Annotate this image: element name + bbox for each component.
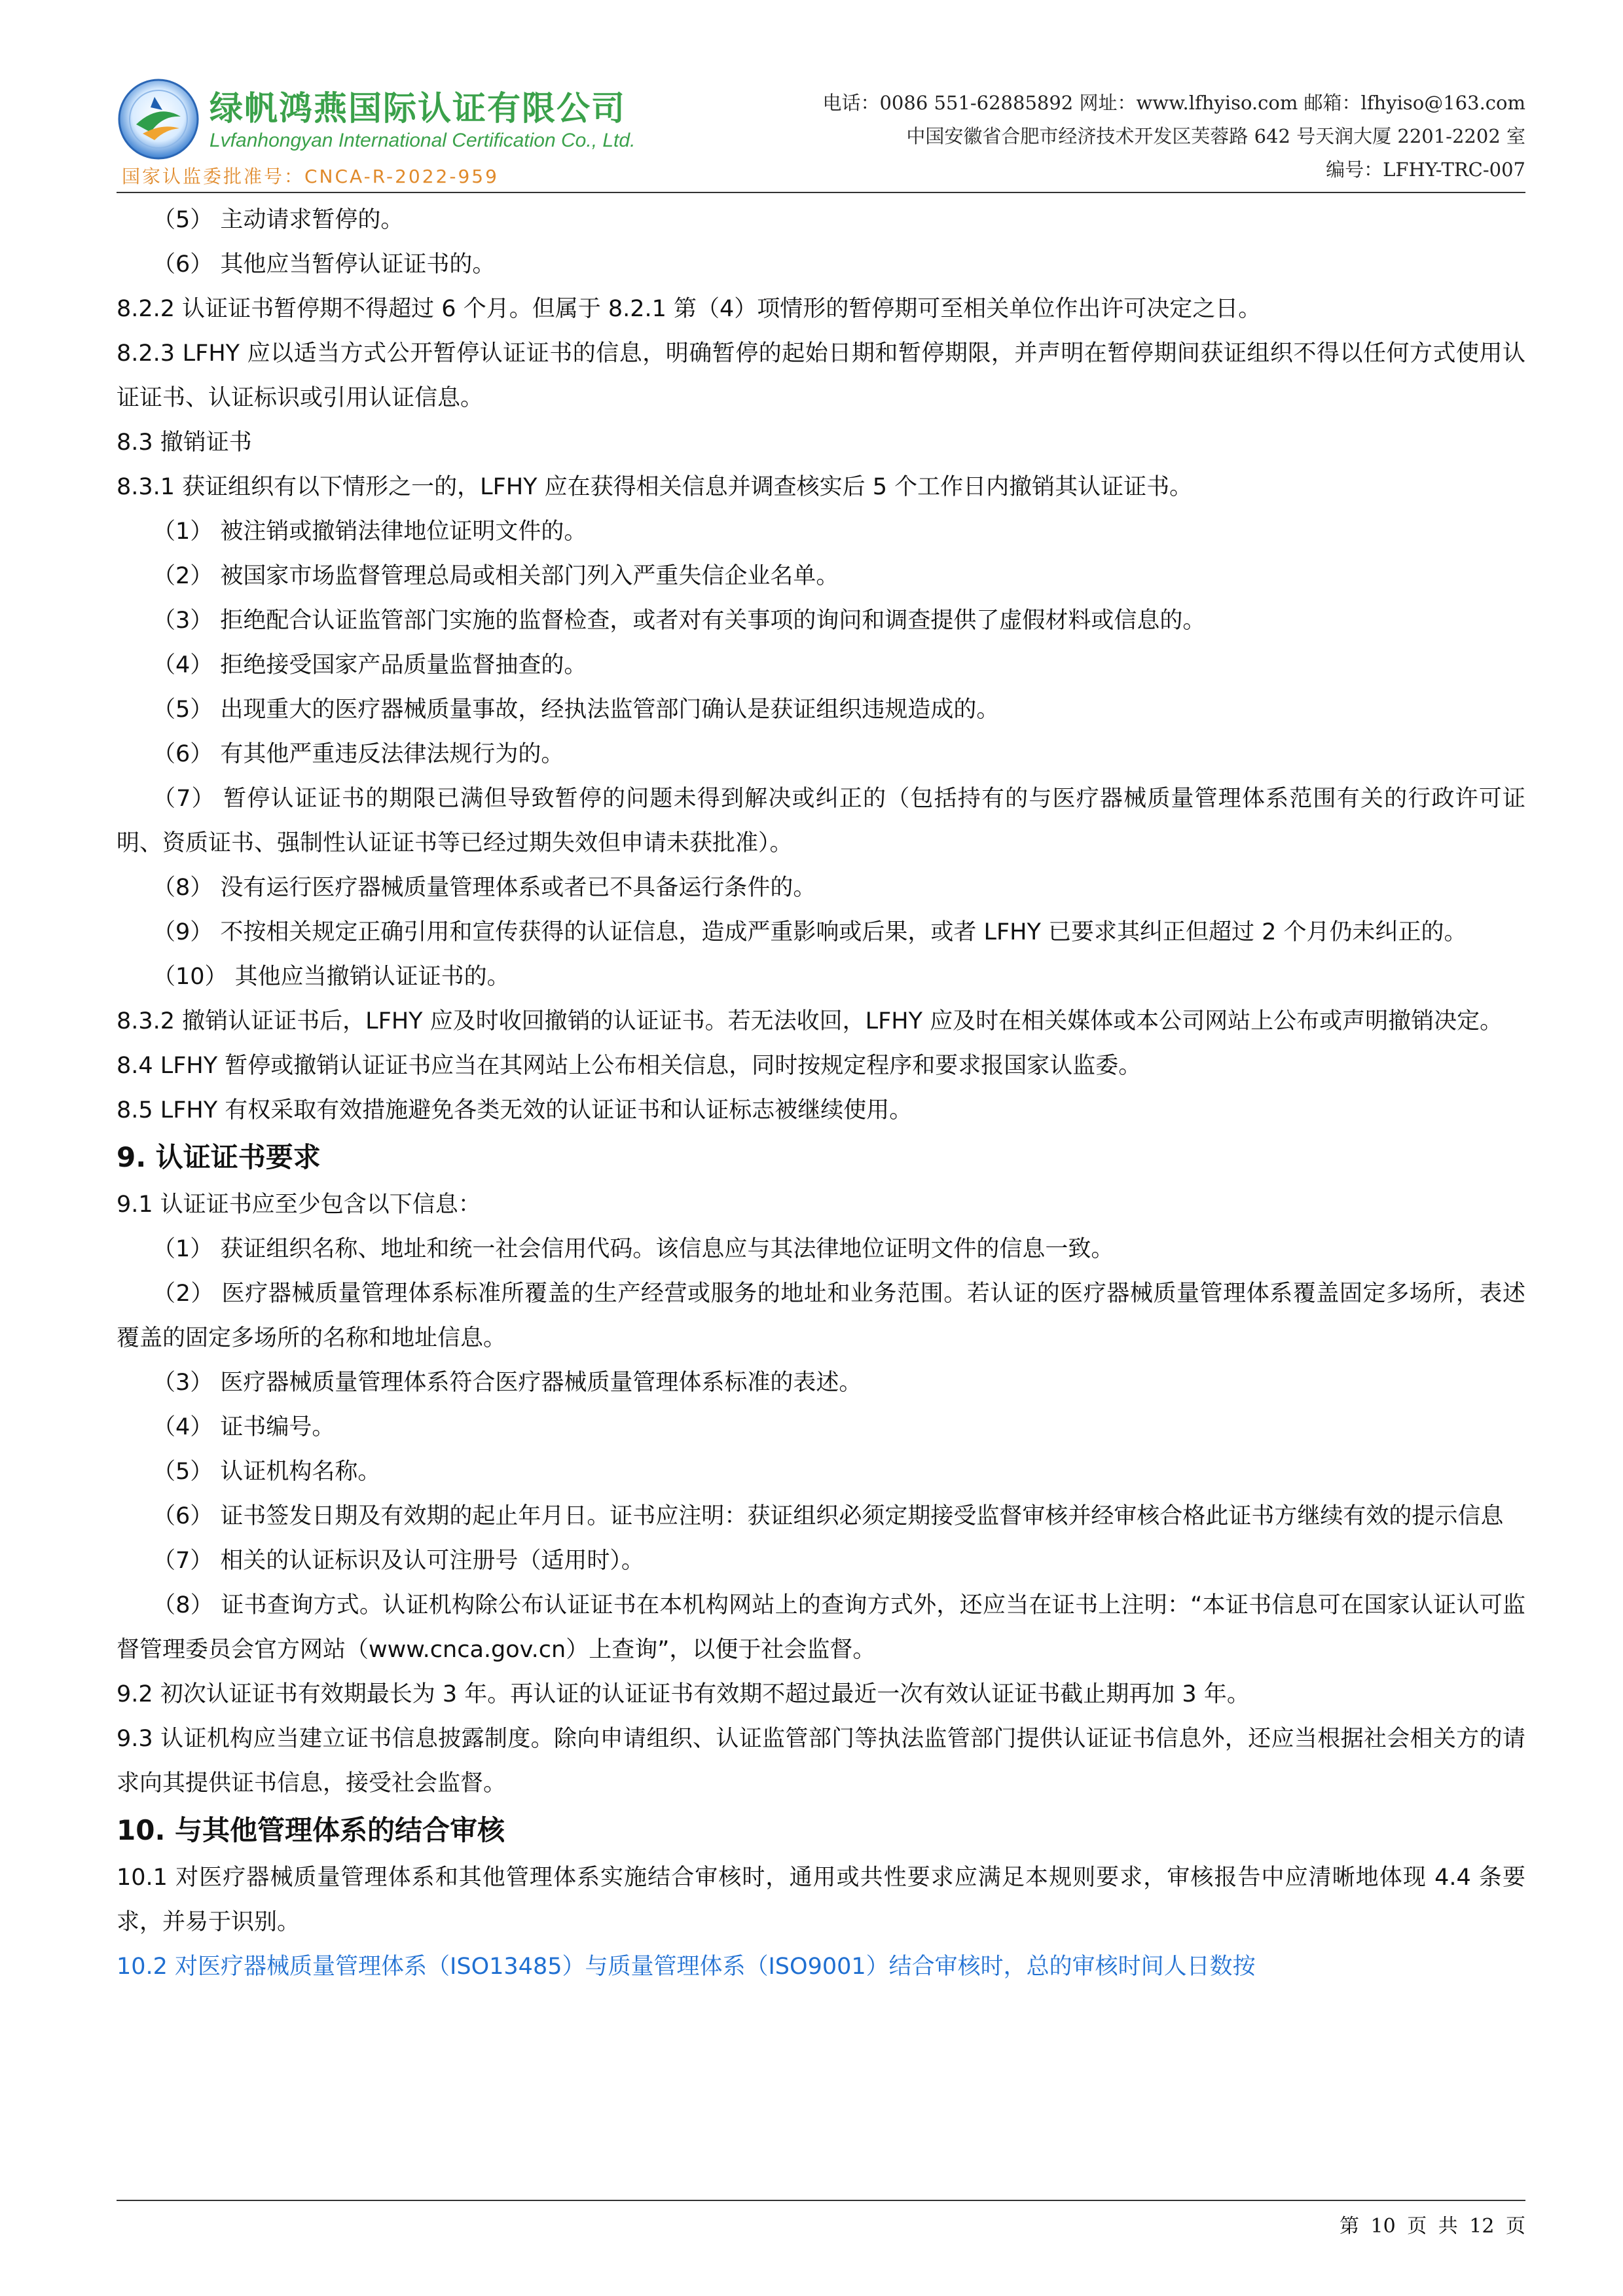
address-line: 中国安徽省合肥市经济技术开发区芙蓉路 642 号天润大厦 2201-2202 室 bbox=[906, 125, 1525, 147]
list-item: （5） 认证机构名称。 bbox=[153, 1459, 381, 1485]
list-item: （10） 其他应当撤销认证证书的。 bbox=[153, 964, 510, 990]
page-number: 第 10 页 共 12 页 bbox=[1339, 2215, 1525, 2238]
list-item: （5） 出现重大的医疗器械质量事故，经执法监管部门确认是获证组织违规造成的。 bbox=[153, 697, 1000, 723]
list-item: （8） 没有运行医疗器械质量管理体系或者已不具备运行条件的。 bbox=[153, 875, 816, 901]
list-item: （3） 医疗器械质量管理体系符合医疗器械质量管理体系标准的表述。 bbox=[153, 1370, 862, 1396]
list-item: （4） 拒绝接受国家产品质量监督抽查的。 bbox=[153, 652, 587, 678]
clause-9-2: 9.2 初次认证证书有效期最长为 3 年。再认证的认证证书有效期不超过最近一次有效认证证书截止期再加 3 年。 bbox=[117, 1681, 1250, 1707]
list-item: （6） 其他应当暂停认证证书的。 bbox=[153, 251, 496, 278]
list-item: （5） 主动请求暂停的。 bbox=[153, 207, 404, 233]
clause-10-2: 10.2 对医疗器械质量管理体系（ISO13485）与质量管理体系（ISO9001）结合审核时，总的审核时间人日数按 bbox=[117, 1954, 1256, 1980]
page-header bbox=[117, 77, 1525, 194]
list-item: （7） 相关的认证标识及认可注册号（适用时）。 bbox=[153, 1548, 644, 1574]
list-item: （2） 医疗器械质量管理体系标准所覆盖的生产经营或服务的地址和业务范围。若认证的医疗器械质量管理体系覆盖固定多场所，表述覆盖的固定多场所的名称和地址信息。 bbox=[117, 1281, 1525, 1351]
list-item: （7） 暂停认证证书的期限已满但导致暂停的问题未得到解决或纠正的（包括持有的与医疗器械质量管理体系范围有关的行政许可证明、资质证书、强制性认证证书等已经过期失效但申请未获批准）。 bbox=[117, 786, 1525, 856]
list-item: （1） 获证组织名称、地址和统一社会信用代码。该信息应与其法律地位证明文件的信息一致。 bbox=[153, 1236, 1114, 1262]
clause-8-2-2: 8.2.2 认证证书暂停期不得超过 6 个月。但属于 8.2.1 第（4）项情形的暂停期可至相关单位作出许可决定之日。 bbox=[117, 296, 1262, 322]
contact-line: 电话：0086 551-62885892 网址：www.lfhyiso.com 邮箱：lfhyiso@163.com bbox=[822, 92, 1525, 114]
list-item: （2） 被国家市场监督管理总局或相关部门列入严重失信企业名单。 bbox=[153, 563, 839, 589]
clause-8-3-heading: 8.3 撤销证书 bbox=[117, 429, 252, 456]
clause-9-3: 9.3 认证机构应当建立证书信息披露制度。除向申请组织、认证监管部门等执法监管部门提供认证证书信息外，还应当根据社会相关方的请求向其提供证书信息，接受社会监督。 bbox=[117, 1726, 1525, 1796]
clause-10-1: 10.1 对医疗器械质量管理体系和其他管理体系实施结合审核时，通用或共性要求应满足本规则要求，审核报告中应清晰地体现 4.4 条要求，并易于识别。 bbox=[117, 1865, 1525, 1935]
approval-number: 国家认监委批准号：CNCA-R-2022-959 bbox=[122, 166, 499, 187]
clause-8-5: 8.5 LFHY 有权采取有效措施避免各类无效的认证证书和认证标志被继续使用。 bbox=[117, 1097, 913, 1123]
list-item: （1） 被注销或撤销法律地位证明文件的。 bbox=[153, 519, 587, 545]
list-item: （6） 证书签发日期及有效期的起止年月日。证书应注明：获证组织必须定期接受监督审核并经审核合格此证书方继续有效的提示信息 bbox=[153, 1503, 1504, 1529]
document-body bbox=[117, 198, 1525, 1989]
company-name-en: Lvfanhongyan International Certification Co., Ltd. bbox=[210, 130, 636, 151]
clause-8-3-2: 8.3.2 撤销认证证书后，LFHY 应及时收回撤销的认证证书。若无法收回，LFHY 应及时在相关媒体或本公司网站上公布或声明撤销决定。 bbox=[117, 1008, 1503, 1034]
list-item: （8） 证书查询方式。认证机构除公布认证证书在本机构网站上的查询方式外，还应当在证书上注明：“本证书信息可在国家认证认可监督管理委员会官方网站（www.cnca.gov.cn）上查询”，以便于社会监督。 bbox=[117, 1592, 1525, 1663]
clause-8-2-3: 8.2.3 LFHY 应以适当方式公开暂停认证证书的信息，明确暂停的起始日期和暂停期限，并声明在暂停期间获证组织不得以任何方式使用认证证书、认证标识或引用认证信息。 bbox=[117, 340, 1525, 411]
list-item: （4） 证书编号。 bbox=[153, 1414, 335, 1440]
list-item: （9） 不按相关规定正确引用和宣传获得的认证信息，造成严重影响或后果，或者 LFHY 已要求其纠正但超过 2 个月仍未纠正的。 bbox=[153, 919, 1467, 945]
clause-8-4: 8.4 LFHY 暂停或撤销认证证书应当在其网站上公布相关信息，同时按规定程序和要求报国家认监委。 bbox=[117, 1053, 1142, 1079]
header-divider bbox=[117, 192, 1525, 193]
list-item: （6） 有其他严重违反法律法规行为的。 bbox=[153, 741, 564, 767]
document-number: 编号：LFHY-TRC-007 bbox=[1326, 158, 1525, 181]
contact-block bbox=[822, 86, 1525, 187]
company-logo-icon bbox=[117, 77, 200, 161]
section-9-title: 9. 认证证书要求 bbox=[117, 1141, 321, 1173]
section-10-title: 10. 与其他管理体系的结合审核 bbox=[117, 1814, 505, 1846]
company-name-cn: 绿帆鸿燕国际认证有限公司 bbox=[210, 90, 627, 128]
clause-8-3-1: 8.3.1 获证组织有以下情形之一的，LFHY 应在获得相关信息并调查核实后 5 个工作日内撤销其认证证书。 bbox=[117, 474, 1193, 500]
footer-divider bbox=[117, 2200, 1525, 2201]
list-item: （3） 拒绝配合认证监管部门实施的监督检查，或者对有关事项的询问和调查提供了虚假材料或信息的。 bbox=[153, 608, 1206, 634]
clause-9-1: 9.1 认证证书应至少包含以下信息： bbox=[117, 1192, 481, 1218]
